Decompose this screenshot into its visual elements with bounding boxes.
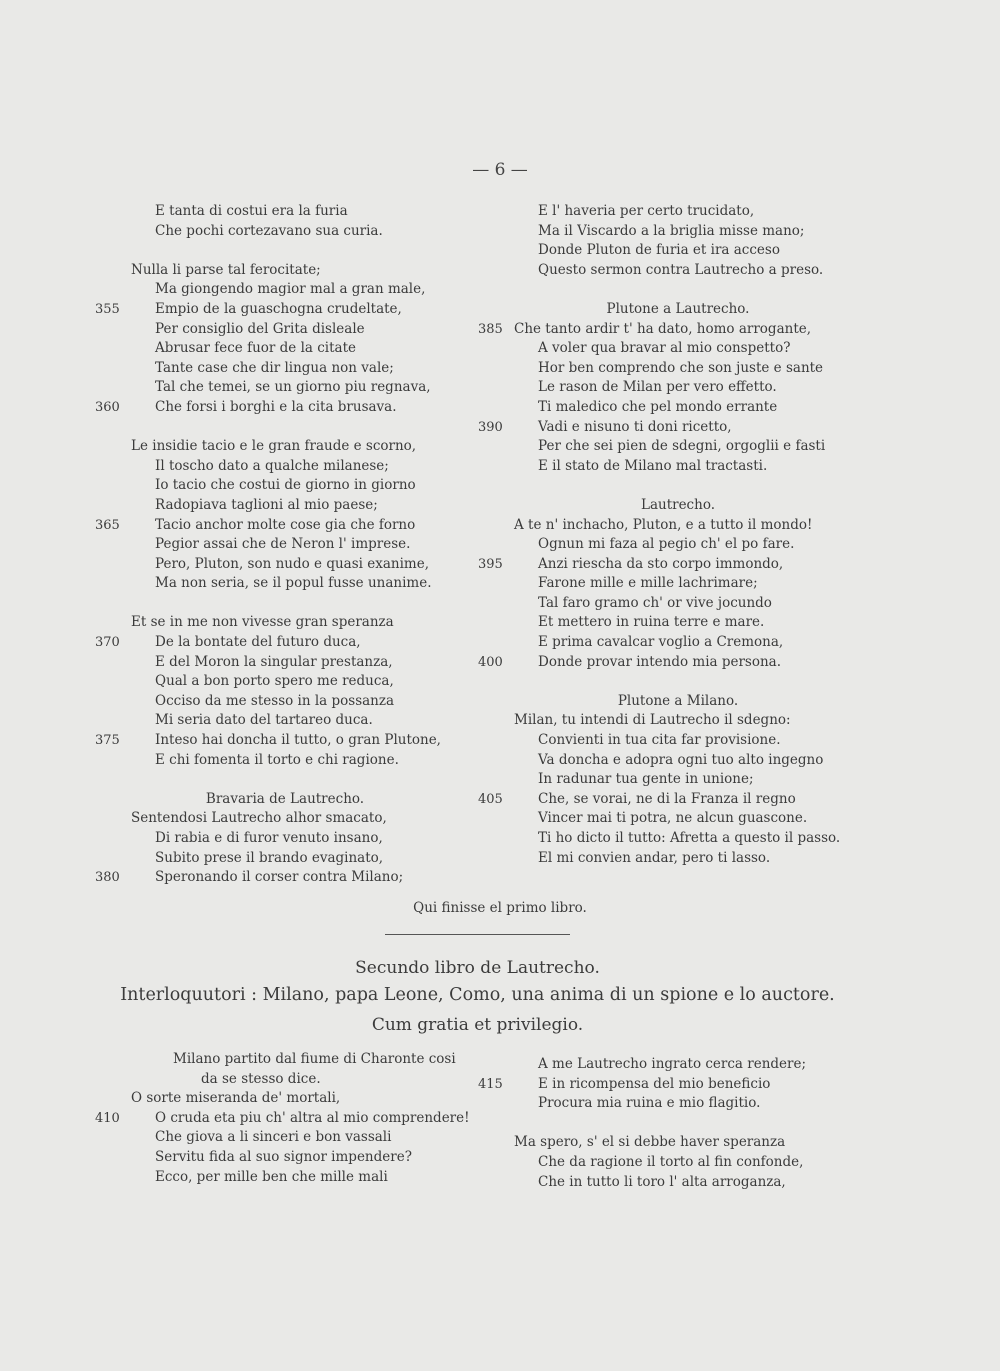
verse-text: Per che sei pien de sdegni, orgoglii e fasti: [538, 438, 826, 455]
verse-text: E tanta di costui era la furia: [155, 203, 348, 219]
line-number: 390: [478, 419, 503, 435]
verse-line: [95, 222, 475, 242]
verse-line: [478, 202, 878, 222]
verse-text: Inteso hai doncha il tutto, o gran Plutone,: [155, 732, 441, 749]
verse-line: [95, 339, 475, 359]
verse-line: [95, 457, 475, 477]
verse-text: Che da ragione il torto al fin confonde,: [538, 1153, 804, 1170]
verse-text: E prima cavalcar voglio a Cremona,: [538, 634, 784, 651]
verse-line: [478, 398, 878, 418]
verse-line: [95, 849, 475, 869]
verse-line: [95, 1070, 485, 1090]
verse-line: [478, 1173, 878, 1193]
stanza-gap: [95, 594, 475, 614]
verse-line: [478, 1055, 878, 1075]
verse-text: Va doncha e adopra ogni tuo alto ingegno: [538, 751, 824, 768]
second-book-title: Secundo libro de Lautrecho.: [355, 958, 600, 978]
section-heading: Plutone a Lautrecho.: [606, 300, 750, 317]
verse-text: Che tanto ardir t' ha dato, homo arrogante,: [514, 320, 812, 337]
verse-text: Sentendosi Lautrecho alhor smacato,: [131, 810, 387, 827]
verse-text: Radopiava taglioni al mio paese;: [155, 496, 378, 513]
verse-line: [95, 809, 475, 829]
verse-line: [95, 1168, 485, 1188]
line-number: 360: [95, 399, 120, 415]
verse-line: [95, 516, 475, 536]
verse-text: Milano partito dal fiume di Charonte cosi: [173, 1051, 456, 1067]
verse-text: Ognun mi faza al pegio ch' el po fare.: [538, 536, 795, 553]
verse-text: Le rason de Milan per vero effetto.: [538, 379, 777, 396]
verse-line: [478, 516, 878, 536]
verse-text: Ma spero, s' el si debbe haver speranza: [514, 1134, 786, 1151]
verse-line: [478, 751, 878, 771]
verse-text: Ma non seria, se il popul fusse unanime.: [155, 575, 432, 592]
verse-line: [95, 751, 475, 771]
verse-text: Per consiglio del Grita disleale: [155, 320, 365, 337]
verse-text: Farone mille e mille lachrimare;: [538, 575, 758, 592]
verse-line: [95, 1148, 485, 1168]
section-heading: Bravaria de Lautrecho.: [205, 790, 365, 807]
verse-line: [95, 280, 475, 300]
verse-text: Vincer mai ti potra, ne alcun guascone.: [538, 810, 808, 827]
line-number: 365: [95, 517, 120, 533]
verse-line: [95, 1128, 485, 1148]
verse-text: Tante case che dir lingua non vale;: [155, 359, 394, 376]
verse-text: Et se in me non vivesse gran speranza: [131, 614, 394, 631]
line-number: 375: [95, 733, 120, 749]
verse-text: Ma il Viscardo a la briglia misse mano;: [538, 222, 805, 239]
verse-text: Che giova a li sinceri e bon vassali: [155, 1129, 392, 1146]
verse-line: [95, 437, 475, 457]
stanza-gap: [478, 280, 878, 300]
verse-line: [478, 1133, 878, 1153]
verse-line: [478, 633, 878, 653]
verse-text: Convienti in tua cita far provisione.: [538, 732, 781, 749]
verse-text: E chi fomenta il torto e chi ragione.: [155, 751, 399, 768]
verse-text: Che pochi cortezavano sua curia.: [155, 222, 383, 239]
verse-text: Le insidie tacio e le gran fraude e scorno,: [131, 438, 417, 455]
line-number: 405: [478, 791, 503, 807]
verse-line: [478, 535, 878, 555]
verse-line: [478, 790, 878, 810]
verse-text: E del Moron la singular prestanza,: [155, 653, 393, 670]
section-heading: Lautrecho.: [640, 496, 715, 513]
verse-text: Il toscho dato a qualche milanese;: [155, 457, 389, 474]
verse-line: [478, 437, 878, 457]
verse-line: [478, 594, 878, 614]
line-number: 400: [478, 654, 503, 670]
verse-text: Et mettero in ruina terre e mare.: [538, 614, 765, 631]
verse-text: Servitu fida al suo signor impendere?: [155, 1148, 412, 1165]
verse-text: Tal che temei, se un giorno piu regnava,: [155, 379, 431, 396]
verse-line: [478, 1075, 878, 1095]
verse-line: [478, 829, 878, 849]
verse-text: Subito prese il brando evaginato,: [155, 849, 384, 866]
verse-line: [95, 378, 475, 398]
verse-line: [95, 731, 475, 751]
verse-line: [478, 1094, 878, 1114]
verse-line: [95, 829, 475, 849]
verse-line: [95, 1050, 485, 1070]
section-heading: Plutone a Milano.: [617, 692, 739, 709]
verse-line: [478, 241, 878, 261]
poem-column-bottom-right: [478, 1055, 878, 1192]
verse-line: [95, 672, 475, 692]
verse-line: [95, 320, 475, 340]
verse-text: Qual a bon porto spero me reduca,: [155, 673, 394, 690]
stanza-gap: [95, 770, 475, 790]
page-number: — 6 —: [472, 160, 528, 180]
verse-text: Anzi riescha da sto corpo immondo,: [538, 555, 784, 572]
verse-line: [95, 692, 475, 712]
verse-text: da se stesso dice.: [201, 1070, 321, 1087]
verse-text: Donde Pluton de furia et ira acceso: [538, 242, 780, 259]
verse-line: [95, 359, 475, 379]
divider-rule: [385, 934, 570, 935]
verse-text: In radunar tua gente in unione;: [538, 771, 754, 788]
verse-text: Di rabia e di furor venuto insano,: [155, 830, 383, 846]
verse-line: [478, 1153, 878, 1173]
verse-text: Vadi e nisuno ti doni ricetto,: [538, 418, 732, 435]
verse-text: Nulla li parse tal ferocitate;: [131, 261, 321, 278]
verse-text: Hor ben comprendo che son juste e sante: [538, 359, 824, 376]
verse-line: [478, 731, 878, 751]
line-number: 395: [478, 556, 503, 572]
verse-line: [478, 222, 878, 242]
verse-line: [95, 868, 475, 888]
verse-line: [478, 378, 878, 398]
verse-line: [95, 476, 475, 496]
poem-column-top-left: [95, 202, 475, 888]
verse-line: [478, 320, 878, 340]
verse-line: [95, 633, 475, 653]
verse-text: Milan, tu intendi di Lautrecho il sdegno:: [514, 712, 791, 729]
verse-text: Pegior assai che de Neron l' imprese.: [155, 536, 411, 553]
line-number: 370: [95, 635, 120, 651]
verse-line: [95, 711, 475, 731]
verse-line: [95, 261, 475, 281]
verse-text: Speronando il corser contra Milano;: [155, 869, 404, 886]
stanza-gap: [478, 476, 878, 496]
verse-line: [95, 574, 475, 594]
verse-line: [478, 809, 878, 829]
verse-line: [478, 555, 878, 575]
verse-text: Donde provar intendo mia persona.: [538, 653, 782, 670]
verse-text: Ecco, per mille ben che mille mali: [155, 1168, 388, 1185]
poem-column-bottom-left: [95, 1050, 485, 1187]
line-number: 385: [478, 321, 503, 337]
verse-text: Pero, Pluton, son nudo e quasi exanime,: [155, 555, 429, 572]
verse-line: [95, 613, 475, 633]
verse-text: A te n' inchacho, Pluton, e a tutto il mondo!: [514, 516, 813, 533]
verse-line: [478, 359, 878, 379]
verse-text: Io tacio che costui de giorno in giorno: [155, 477, 416, 494]
verse-text: Tal faro gramo ch' or vive jocundo: [538, 594, 772, 611]
privilege-line: Cum gratia et privilegio.: [371, 1015, 584, 1035]
verse-text: Ti ho dicto il tutto: Afretta a questo il passo.: [538, 830, 841, 846]
verse-text: Procura mia ruina e mio flagitio.: [538, 1095, 761, 1112]
verse-line: [95, 555, 475, 575]
verse-text: Tacio anchor molte cose gia che forno: [155, 516, 416, 533]
verse-line: [95, 1109, 485, 1129]
verse-text: E l' haveria per certo trucidato,: [538, 203, 755, 219]
verse-text: E in ricompensa del mio beneficio: [538, 1075, 771, 1092]
verse-line: [478, 849, 878, 869]
verse-line: [95, 202, 475, 222]
verse-line: [95, 535, 475, 555]
verse-text: Abrusar fece fuor de la citate: [155, 340, 356, 357]
verse-text: E il stato de Milano mal tractasti.: [538, 457, 768, 474]
verse-line: [95, 300, 475, 320]
line-number: 380: [95, 870, 120, 886]
verse-text: Che in tutto li toro l' alta arroganza,: [538, 1173, 786, 1190]
line-number: 410: [95, 1110, 120, 1126]
verse-text: O sorte miseranda de' mortali,: [131, 1090, 341, 1107]
verse-text: A me Lautrecho ingrato cerca rendere;: [538, 1056, 807, 1072]
verse-line: [95, 653, 475, 673]
stanza-gap: [478, 1114, 878, 1134]
verse-text: Ma giongendo magior mal a gran male,: [155, 281, 426, 298]
verse-text: Mi seria dato del tartareo duca.: [155, 712, 373, 729]
verse-line: [478, 613, 878, 633]
verse-line: [478, 770, 878, 790]
verse-text: De la bontate del futuro duca,: [155, 634, 361, 651]
stanza-gap: [478, 672, 878, 692]
verse-text: Questo sermon contra Lautrecho a preso.: [538, 261, 824, 278]
verse-text: El mi convien andar, pero ti lasso.: [538, 849, 771, 866]
verse-line: [95, 398, 475, 418]
verse-line: [95, 496, 475, 516]
verse-line: [478, 418, 878, 438]
verse-line: [478, 457, 878, 477]
verse-text: Occiso da me stesso in la possanza: [155, 692, 395, 709]
verse-text: Ti maledico che pel mondo errante: [538, 398, 778, 415]
verse-line: [478, 574, 878, 594]
stanza-gap: [95, 418, 475, 438]
stanza-gap: [95, 241, 475, 261]
line-number: 355: [95, 301, 120, 317]
verse-line: [478, 653, 878, 673]
verse-line: [478, 261, 878, 281]
closing-line: Qui finisse el primo libro.: [413, 900, 587, 916]
speakers-line: Interloquutori : Milano, papa Leone, Como, una anima di un spione e lo auctore.: [120, 985, 835, 1005]
verse-text: Empio de la guaschogna crudeltate,: [155, 300, 402, 317]
poem-column-top-right: [478, 202, 878, 868]
verse-text: Che forsi i borghi e la cita brusava.: [155, 398, 397, 415]
verse-line: [95, 1089, 485, 1109]
verse-text: Che, se vorai, ne di la Franza il regno: [538, 790, 796, 807]
line-number: 415: [478, 1076, 503, 1092]
verse-line: [478, 711, 878, 731]
verse-text: A voler qua bravar al mio conspetto?: [538, 340, 791, 357]
verse-line: [478, 339, 878, 359]
verse-text: O cruda eta piu ch' altra al mio comprendere!: [155, 1109, 470, 1126]
